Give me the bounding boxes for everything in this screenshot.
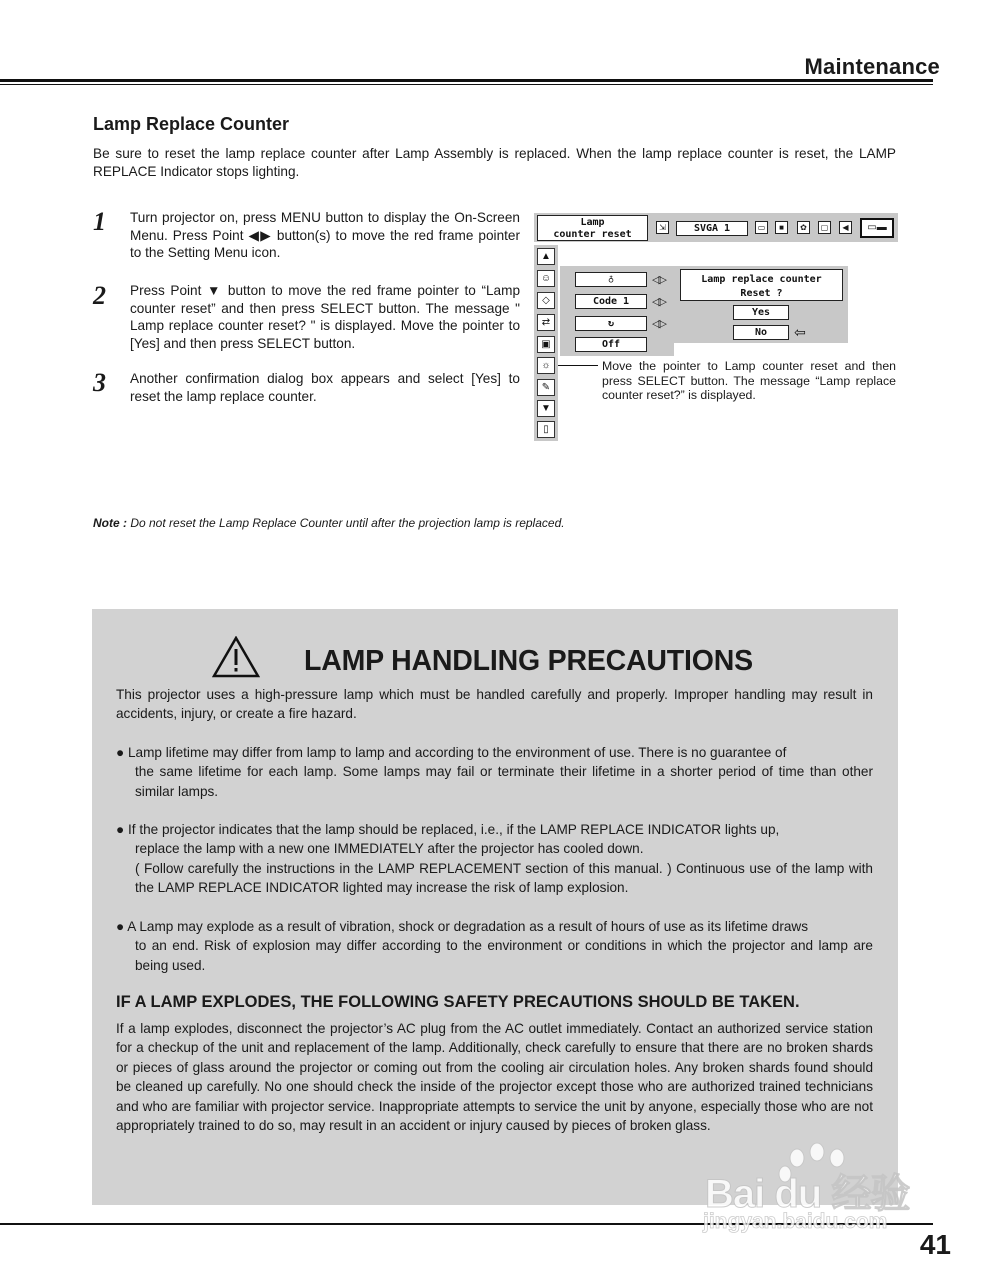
fan-icon: ↻ [607, 318, 615, 329]
page-section-title: Maintenance [804, 54, 940, 79]
precaution-bullet-2 [116, 820, 873, 898]
language-icon: ☺ [537, 270, 555, 287]
baidu-watermark [697, 1140, 933, 1240]
osd-item-code: Code 1 [575, 294, 647, 309]
step-number-2: 2 [93, 281, 106, 310]
page-icon: ▢ [818, 221, 831, 234]
usb-icon: ⇄ [537, 314, 555, 331]
bullet-2-rest: replace the lamp with a new one IMMEDIATELY after the projector has cooled down. [135, 841, 644, 857]
lamp-counter-icon: ☼ [537, 357, 555, 374]
step-number-1: 1 [93, 207, 106, 236]
color-icon: ✿ [797, 221, 810, 234]
left-right-arrows-icon: ◁▷ [652, 274, 665, 286]
osd-label-line2: counter reset [553, 229, 632, 240]
explosion-paragraph: If a lamp explodes, disconnect the projector’s AC plug from the AC outlet immediately. Contact an authorized service station for a checkup of the unit and replacement of the lamp. Additionally, check carefully to ensure that there are no broken shards or pieces of glass around the projector or coming out from the cooling air circulation holes. Any broken shards found should be cleaned up carefully. No one should check the inside of the projector except those who are authorized trained technicians and who are familiar with projector service. Inappropriate attempts to service the unit by anyone, especially those who are not appropriately trained to do so, may result in an accident or injury caused by pieces of broken glass. [116, 1021, 873, 1134]
osd-label-line1: Lamp [580, 217, 605, 228]
osd-dialog-box [680, 269, 843, 301]
bullet-3-first: ● A Lamp may explode as a result of vibration, shock or degradation as a result of hours of use as its lifetime draws [116, 919, 809, 934]
yes-button[interactable]: Yes [733, 305, 789, 320]
step-text-1: Turn projector on, press MENU button to display the On-Screen Menu. Press Point ◀▶ button(s) to move the red frame pointer to the Setting Menu icon. [130, 210, 520, 260]
speaker-icon: ◀ [839, 221, 852, 234]
note-line [93, 516, 565, 530]
dialog-title-line1: Lamp replace counter [701, 274, 822, 285]
bullet-1-first: ● Lamp lifetime may differ from lamp to lamp and according to the environment of use. There is no guarantee of [116, 745, 787, 760]
watermark-brand: Bai du 经验 [705, 1172, 910, 1216]
page-number: 41 [919, 1229, 951, 1260]
dialog-title-line2: Reset ? [740, 288, 783, 299]
exit-icon: ▯ [537, 421, 555, 438]
intro-paragraph: Be sure to reset the lamp replace counter after Lamp Assembly is replaced. When the lamp replace counter is reset, the LAMP REPLACE Indicator stops lighting. [93, 146, 896, 179]
osd-callout: Move the pointer to Lamp counter reset and then press SELECT button. The message “Lamp replace counter reset?” is displayed. [602, 359, 896, 402]
bullet-3-rest: to an end. Risk of explosion may differ according to the environment or conditions in which the projector and lamp are being used. [135, 938, 873, 973]
note-text: Do not reset the Lamp Replace Counter until after the projection lamp is replaced. [127, 516, 565, 530]
precautions-title: LAMP HANDLING PRECAUTIONS [304, 645, 753, 677]
filter-icon: ✎ [537, 379, 555, 396]
header-rule-thin [0, 84, 933, 85]
osd-item-fan [575, 316, 647, 331]
bulb-icon: ♁ [607, 274, 615, 285]
keystone-icon: ◇ [537, 292, 555, 309]
precaution-bullet-3 [116, 917, 873, 975]
image-icon: ■ [775, 221, 788, 234]
bullet-2-first: ● If the projector indicates that the lamp should be replaced, i.e., if the LAMP REPLACE INDICATOR lights up, [116, 822, 780, 837]
up-arrow-icon: ▲ [537, 248, 555, 265]
pointer-arrow-icon: ⇦ [794, 324, 806, 340]
left-right-arrows-icon: ◁▷ [652, 296, 665, 308]
step-text-2: Press Point ▼ button to move the red frame pointer to “Lamp counter reset” and then press SELECT button. The message " Lamp replace counter reset? " is displayed. Move the pointer to [Yes] and then press SELECT button. [130, 283, 520, 351]
watermark-url: jingyan.baidu.com [703, 1210, 888, 1233]
screen-icon: ▭ [755, 221, 768, 234]
note-label: Note : [93, 516, 127, 530]
section-heading: Lamp Replace Counter [93, 114, 290, 134]
bullet-1-rest: the same lifetime for each lamp. Some lamps may fail or terminate their lifetime in a shorter period of time than other similar lamps. [135, 764, 873, 799]
callout-leader-line [558, 365, 598, 366]
bullet-2-rest2: ( Follow carefully the instructions in the LAMP REPLACEMENT section of this manual. ) Continuous use of the lamp with the LAMP REPLACE INDICATOR lighted may increase the risk of lamp explosion. [135, 860, 873, 896]
osd-source-box: SVGA 1 [676, 221, 748, 236]
osd-item-lamp [575, 272, 647, 287]
lock-icon: ▣ [537, 336, 555, 353]
warning-triangle-icon [212, 636, 260, 678]
step-text-3: Another confirmation dialog box appears and select [Yes] to reset the lamp replace counter. [130, 371, 520, 404]
osd-item-off: Off [575, 337, 647, 352]
step-number-3: 3 [93, 368, 106, 397]
osd-label-box [537, 215, 648, 241]
down-arrow-icon: ▼ [537, 400, 555, 417]
no-button[interactable]: No [733, 325, 789, 340]
left-right-arrows-icon: ◁▷ [652, 318, 665, 330]
precautions-intro: This projector uses a high-pressure lamp which must be handled carefully and properly. Improper handling may result in accidents, injury, or create a fire hazard. [116, 687, 873, 722]
explosion-heading: IF A LAMP EXPLODES, THE FOLLOWING SAFETY PRECAUTIONS SHOULD BE TAKEN. [116, 993, 800, 1011]
header-rule [0, 79, 933, 82]
input-icon: ⇲ [656, 221, 669, 234]
precaution-bullet-1 [116, 743, 873, 801]
setting-menu-icon: ▭▬ [860, 218, 894, 238]
